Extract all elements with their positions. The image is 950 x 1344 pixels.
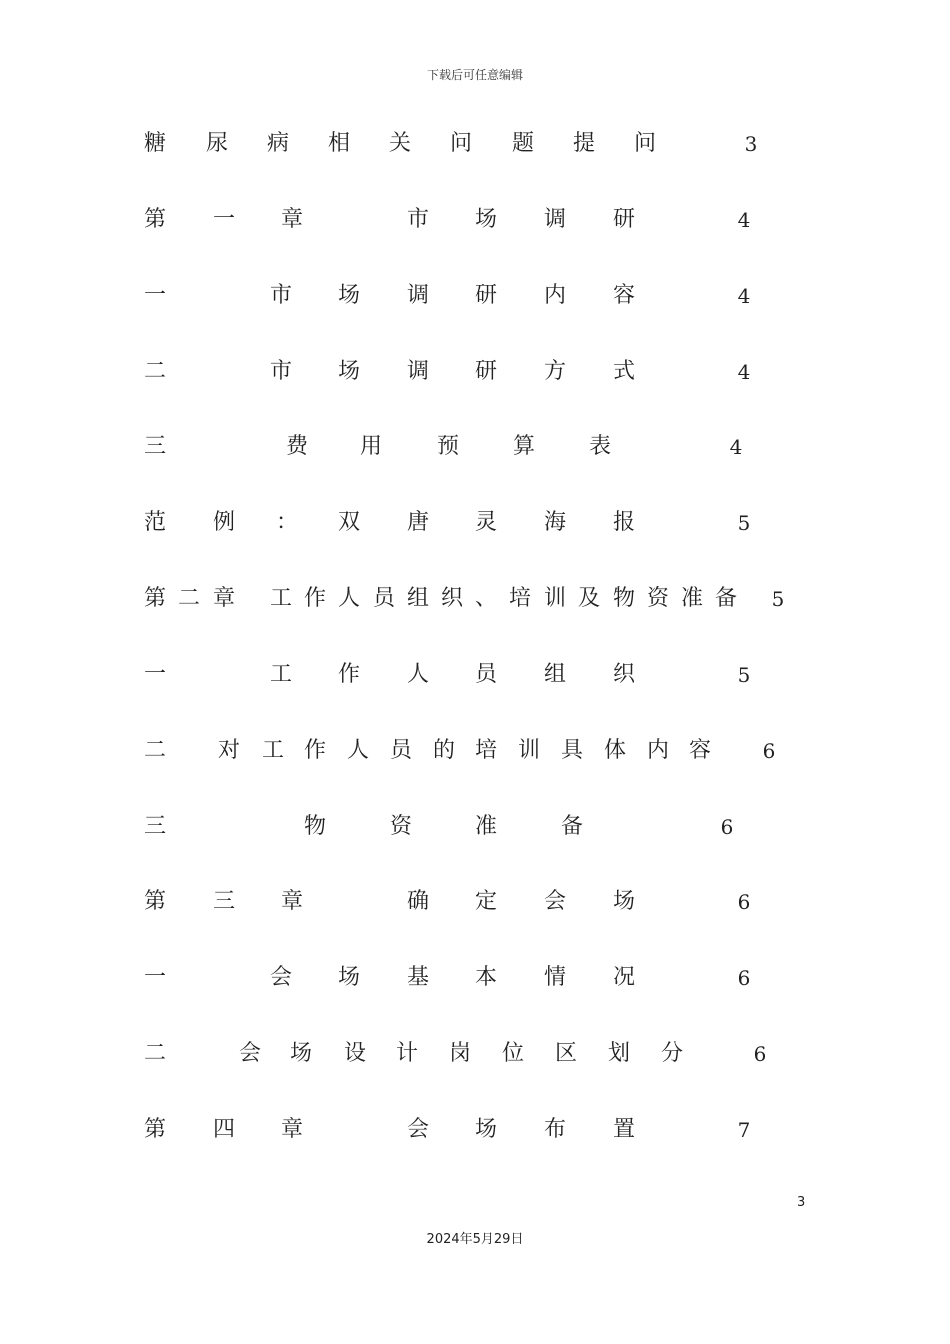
toc-entry-page: 3: [744, 132, 758, 156]
toc-entry-char: 一: [143, 283, 167, 308]
toc-entry-char: 计: [395, 1041, 419, 1066]
toc-entry-char: 三: [212, 889, 236, 914]
toc-entry-char: 预: [436, 434, 460, 459]
toc-entry-char: 式: [612, 359, 636, 384]
toc-entry-char: 内: [646, 738, 670, 763]
toc-entry-char: 布: [543, 1117, 567, 1142]
toc-entry-char: 一: [143, 662, 167, 687]
toc-entry-char: 容: [612, 283, 636, 308]
toc-entry-char: 设: [343, 1041, 367, 1066]
toc-entry-char: 备: [714, 586, 738, 611]
toc-entry-char: 场: [474, 1117, 498, 1142]
toc-entry-char: 二: [143, 359, 167, 384]
toc-entry-char: 会: [543, 889, 567, 914]
toc-entry-char: 提: [572, 131, 596, 156]
toc-entry-char: 章: [212, 586, 236, 611]
toc-entry-char: 一: [143, 965, 167, 990]
toc-entry-char: 用: [359, 434, 383, 459]
toc-entry-char: 物: [612, 586, 636, 611]
toc-entry-char: 场: [289, 1041, 313, 1066]
toc-entry-char: 例: [212, 510, 236, 535]
toc-entry-char: 场: [337, 359, 361, 384]
toc-entry-char: 员: [474, 662, 498, 687]
toc-entry-char: 方: [543, 359, 567, 384]
toc-entry-char: 一: [212, 207, 236, 232]
toc-entry-char: 第: [143, 586, 167, 611]
toc-entry-char: 问: [449, 131, 473, 156]
toc-entry-char: 作: [337, 662, 361, 687]
toc-entry-page: 5: [737, 663, 751, 687]
toc-entry-page: 5: [771, 587, 785, 611]
toc-entry: [0, 964, 950, 1004]
toc-entry-char: 织: [440, 586, 464, 611]
toc-entry-char: 调: [406, 359, 430, 384]
toc-entry: [0, 737, 950, 777]
toc-entry-char: 内: [543, 283, 567, 308]
toc-entry-char: 二: [177, 586, 201, 611]
toc-entry-char: 置: [612, 1117, 636, 1142]
toc-entry-page: 4: [729, 435, 743, 459]
toc-entry-char: 人: [406, 662, 430, 687]
toc-entry-char: 费: [285, 434, 309, 459]
toc-entry-char: 问: [633, 131, 657, 156]
toc-entry-char: 人: [346, 738, 370, 763]
toc-entry-char: 准: [474, 814, 498, 839]
toc-entry-char: 对: [217, 738, 241, 763]
toc-entry: [0, 130, 950, 170]
toc-entry-char: 确: [406, 889, 430, 914]
toc-entry-char: 二: [143, 1041, 167, 1066]
toc-entry-char: 算: [512, 434, 536, 459]
toc-entry-char: 四: [212, 1117, 236, 1142]
toc-entry-char: 工: [269, 662, 293, 687]
toc-entry-char: 章: [280, 207, 304, 232]
toc-entry-char: 三: [143, 814, 167, 839]
toc-entry-page: 6: [762, 739, 776, 763]
footer-date: 2024年5月29日: [426, 1232, 524, 1247]
toc-entry-char: 双: [337, 510, 361, 535]
toc-entry: [0, 206, 950, 246]
toc-entry-char: 备: [560, 814, 584, 839]
toc-entry-char: 关: [388, 131, 412, 156]
toc-entry-char: 培: [508, 586, 532, 611]
toc-entry-char: 报: [612, 510, 636, 535]
toc-entry-char: 组: [406, 586, 430, 611]
toc-entry-char: 区: [554, 1041, 578, 1066]
toc-entry-char: 会: [406, 1117, 430, 1142]
toc-entry-page: 4: [737, 284, 751, 308]
toc-entry: [0, 433, 950, 473]
toc-entry-char: 员: [389, 738, 413, 763]
toc-entry-page: 6: [720, 815, 734, 839]
toc-entry-char: 题: [511, 131, 535, 156]
toc-entry-char: 培: [474, 738, 498, 763]
toc-entry: [0, 1040, 950, 1080]
toc-entry-char: 调: [406, 283, 430, 308]
toc-entry-char: 准: [680, 586, 704, 611]
toc-entry-page: 7: [737, 1118, 751, 1142]
toc-entry-char: 训: [543, 586, 567, 611]
page-header: 下载后可任意编辑: [426, 68, 523, 82]
toc-entry-char: 、: [474, 586, 498, 611]
toc-entry-char: 员: [372, 586, 396, 611]
toc-entry-char: 的: [432, 738, 456, 763]
page-number: 3: [797, 1195, 806, 1210]
toc-entry-char: 三: [143, 434, 167, 459]
toc-entry-char: 市: [269, 283, 293, 308]
toc-entry-char: 尿: [205, 131, 229, 156]
toc-entry-char: 表: [588, 434, 612, 459]
toc-entry-page: 4: [737, 360, 751, 384]
toc-entry-char: 人: [337, 586, 361, 611]
toc-entry-char: 具: [560, 738, 584, 763]
toc-entry-char: 定: [474, 889, 498, 914]
toc-entry-char: 唐: [406, 510, 430, 535]
toc-entry-char: 海: [543, 510, 567, 535]
toc-entry-char: 场: [474, 207, 498, 232]
toc-entry-char: 容: [688, 738, 712, 763]
toc-entry-char: 体: [603, 738, 627, 763]
toc-entry-char: 章: [280, 889, 304, 914]
toc-entry-char: 况: [612, 965, 636, 990]
toc-entry-char: 物: [303, 814, 327, 839]
toc-entry: [0, 813, 950, 853]
toc-entry-char: 本: [474, 965, 498, 990]
toc-entry-char: 相: [327, 131, 351, 156]
toc-entry-page: 6: [737, 966, 751, 990]
toc-entry-char: 第: [143, 207, 167, 232]
toc-entry-char: 会: [238, 1041, 262, 1066]
toc-entry-char: 灵: [474, 510, 498, 535]
toc-entry: [0, 585, 950, 625]
toc-entry-char: 章: [280, 1117, 304, 1142]
toc-entry: [0, 888, 950, 928]
toc-entry-char: 场: [612, 889, 636, 914]
toc-entry-char: 及: [577, 586, 601, 611]
toc-entry-char: 资: [389, 814, 413, 839]
toc-entry-page: 6: [737, 890, 751, 914]
toc-entry-char: 织: [612, 662, 636, 687]
toc-entry-char: 二: [143, 738, 167, 763]
toc-entry-char: 工: [261, 738, 285, 763]
toc-entry-char: 情: [543, 965, 567, 990]
toc-entry-char: 基: [406, 965, 430, 990]
toc-entry-char: 资: [646, 586, 670, 611]
toc-entry-char: 划: [607, 1041, 631, 1066]
toc-entry-page: 6: [753, 1042, 767, 1066]
toc-entry-char: 组: [543, 662, 567, 687]
toc-entry-char: 糖: [143, 131, 167, 156]
toc-entry-char: 病: [266, 131, 290, 156]
toc-entry-char: 研: [612, 207, 636, 232]
toc-entry-char: 分: [660, 1041, 684, 1066]
toc-entry-char: 工: [269, 586, 293, 611]
toc-entry-char: 训: [517, 738, 541, 763]
toc-entry-char: 作: [303, 738, 327, 763]
toc-entry-char: 岗: [448, 1041, 472, 1066]
toc-entry-char: 市: [406, 207, 430, 232]
toc-entry-char: 研: [474, 359, 498, 384]
toc-entry-char: 调: [543, 207, 567, 232]
toc-entry-char: 范: [143, 510, 167, 535]
toc-entry-char: 场: [337, 965, 361, 990]
toc-entry-char: ：: [275, 510, 299, 535]
toc-entry-page: 5: [737, 511, 751, 535]
toc-entry-char: 场: [337, 283, 361, 308]
toc-entry: [0, 1116, 950, 1156]
toc-entry-char: 市: [269, 359, 293, 384]
toc-entry: [0, 282, 950, 322]
toc-entry-char: 第: [143, 1117, 167, 1142]
toc-entry: [0, 509, 950, 549]
toc-entry-char: 会: [269, 965, 293, 990]
toc-entry-char: 研: [474, 283, 498, 308]
toc-entry-char: 第: [143, 889, 167, 914]
toc-entry: [0, 661, 950, 701]
toc-entry-char: 位: [501, 1041, 525, 1066]
toc-entry-char: 作: [303, 586, 327, 611]
toc-entry-page: 4: [737, 208, 751, 232]
toc-entry: [0, 358, 950, 398]
